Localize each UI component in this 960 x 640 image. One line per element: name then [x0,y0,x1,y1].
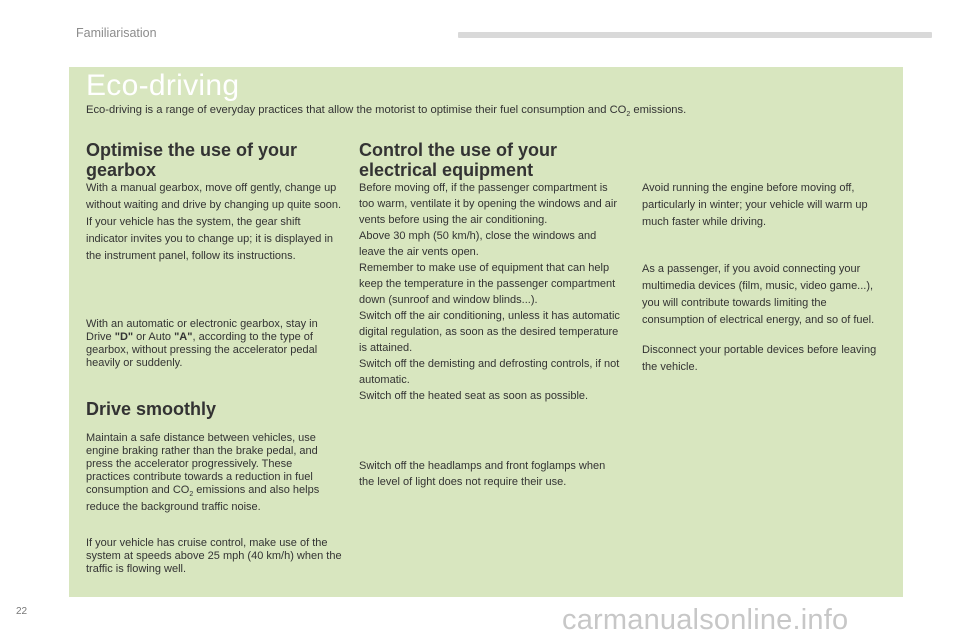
gearbox-heading: Optimise the use of your gearbox [86,140,298,180]
electrical-tip: Switch off the demisting and defrosting controls, if not automatic. [359,358,620,386]
drive-heading: Drive smoothly [86,399,217,419]
page-number: 22 [16,606,28,617]
gearbox-automatic-paragraph: With an automatic or electronic gearbox, stay in Drive "D" or Auto "A", according to the type of gearbox, without pressing the accelerator pedal heavily or suddenly. [86,318,318,369]
electrical-tip: Remember to make use of equipment that can help keep the temperature in the passenger compartment down (sunroof and window blinds...). [359,262,616,306]
portable-devices-paragraph: Disconnect your portable devices before leaving the vehicle. [642,344,877,373]
headlamps-paragraph: Switch off the headlamps and front foglamps when the level of light does not require their use. [359,460,606,488]
electrical-tip: Switch off the heated seat as soon as possible. [359,390,589,402]
watermark: carmanualsonline.info [562,604,849,636]
gearbox-manual-paragraph: With a manual gearbox, move off gently, change up without waiting and drive by changing up quite soon. If your vehicle has the system, the gear shift indicator invites you to change up; it is displayed in the instrument panel, follow its instructions. [86,182,342,262]
electrical-tips [359,180,621,404]
intro-text: Eco-driving is a range of everyday practices that allow the motorist to optimise their fuel consumption and $CO_2$ emissions. [86,104,687,119]
header-bar [458,32,932,38]
electrical-tip: Switch off the air conditioning, unless it has automatic digital regulation, as soon as the desired temperature is attained. [359,310,620,354]
electrical-heading: Control the use of your electrical equipment [359,140,557,180]
multimedia-paragraph: As a passenger, if you avoid connecting your multimedia devices (film, music, video game...), you will contribute towards limiting the consumption of electrical energy, and so of fuel. [642,263,875,326]
drive-cruise-paragraph: If your vehicle has cruise control, make use of the system at speeds above 25 mph (40 km/h) when the traffic is flowing well. [86,537,342,575]
page-title: Eco-driving [86,69,240,102]
electrical-tip: Above 30 mph (50 km/h), close the windows and leave the air vents open. [359,230,597,258]
section-label: Familiarisation [76,26,157,40]
engine-warmup-paragraph: Avoid running the engine before moving off, particularly in winter; your vehicle will warm up much faster while driving. [642,182,868,228]
electrical-tip: Before moving off, if the passenger compartment is too warm, ventilate it by opening the windows and air vents before using the air conditioning. [359,182,618,226]
drive-distance-paragraph: Maintain a safe distance between vehicles, use engine braking rather than the brake pedal, and press the accelerator progressively. These practices contribute towards a reduction in fuel consumption and $CO_2$ emissions and also helps reduce the background traffic noise. [86,432,320,514]
